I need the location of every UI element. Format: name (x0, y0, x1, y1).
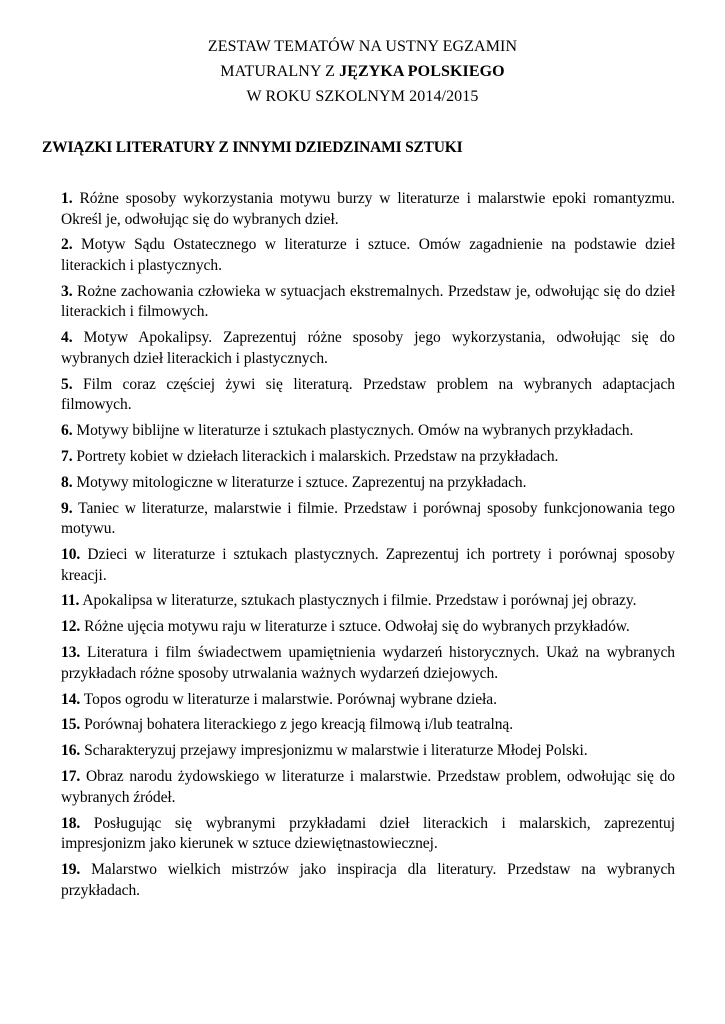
topic-text: Topos ogrodu w literaturze i malarstwie. Porównaj wybrane dzieła. (83, 690, 497, 708)
topic-text: Różne ujęcia motywu raju w literaturze i sztuce. Odwołaj się do wybranych przykładów. (84, 618, 630, 636)
topic-item (61, 189, 675, 230)
topic-number: 7. (61, 447, 73, 465)
topic-item (61, 643, 675, 684)
section-title: ZWIĄZKI LITERATURY Z INNYMI DZIEDZINAMI SZTUKI (42, 139, 463, 156)
topic-number: 4. (61, 329, 73, 347)
header-line-3: W ROKU SZKOLNYM 2014/2015 (246, 88, 479, 105)
topic-text: Malarstwo wielkich mistrzów jako inspiracja dla literatury. Przedstaw na wybranych przykładach. (61, 861, 676, 899)
topic-text: Motywy biblijne w literaturze i sztukach plastycznych. Omów na wybranych przykładach. (76, 421, 634, 439)
topic-item (61, 421, 675, 442)
topic-number: 19. (61, 861, 81, 879)
topic-text: Motyw Apokalipsy. Zaprezentuj różne sposoby jego wykorzystania, odwołując się do wybranych dzieł literackich i plastycznych. (61, 329, 675, 367)
topic-number: 16. (61, 742, 81, 760)
topic-text: Motywy mitologiczne w literaturze i sztuce. Zaprezentuj na przykładach. (76, 473, 527, 491)
topic-text: Rożne zachowania człowieka w sytuacjach ekstremalnych. Przedstaw je, odwołując się do dzieł literackich i filmowych. (61, 282, 676, 321)
topic-text: Scharakteryzuj przejawy impresjonizmu w malarstwie i literaturze Młodej Polski. (84, 742, 588, 760)
topic-number: 13. (61, 644, 81, 662)
topic-item (61, 860, 675, 901)
topic-text: Apokalipsa w literaturze, sztukach plastycznych i filmie. Przedstaw i porównaj jej obrazy. (82, 592, 637, 610)
topic-number: 8. (61, 473, 73, 491)
topic-item (61, 617, 675, 638)
topic-text: Obraz narodu żydowskiego w literaturze i malarstwie. Przedstaw problem, odwołując się do wybranych źródeł. (61, 768, 676, 806)
topic-text: Literatura i film świadectwem upamiętnienia wydarzeń historycznych. Ukaż na wybranych przykładach różne sposoby utrwalania ważnych wydarzeń dziejowych. (61, 644, 675, 682)
topic-number: 1. (61, 190, 73, 207)
topic-item (61, 741, 675, 762)
topic-number: 12. (61, 618, 81, 636)
header-line-2 (0, 59, 725, 84)
topic-item (61, 814, 675, 855)
topic-item (61, 282, 675, 323)
topic-item (61, 447, 675, 468)
topic-number: 5. (61, 375, 73, 393)
topic-text: Film coraz częściej żywi się literaturą. Przedstaw problem na wybranych adaptacjach filmowych. (61, 375, 675, 414)
topic-text: Dzieci w literaturze i sztukach plastycznych. Zaprezentuj ich portrety i porównaj sposoby kreacji. (61, 546, 675, 584)
header-line-1: ZESTAW TEMATÓW NA USTNY EGZAMIN (207, 38, 518, 55)
topic-number: 10. (61, 546, 81, 564)
topic-number: 3. (61, 282, 73, 300)
topic-text: Motyw Sądu Ostatecznego w literaturze i sztuce. Omów zagadnienie na podstawie dzieł literackich i plastycznych. (61, 236, 676, 274)
topic-item (61, 591, 675, 612)
topics-list (61, 189, 675, 906)
topic-text: Porównaj bohatera literackiego z jego kreacją filmową i/lub teatralną. (84, 716, 514, 734)
topic-item (61, 545, 675, 586)
topic-item (61, 499, 675, 540)
topic-number: 17. (61, 768, 81, 786)
topic-text: Różne sposoby wykorzystania motywu burzy w literaturze i malarstwie epoki romantyzmu. Określ je, odwołując się do wybranych dzieł. (61, 190, 676, 228)
header-line-2-bold: JĘZYKA POLSKIEGO (339, 63, 505, 80)
topic-text: Portrety kobiet w dziełach literackich i malarskich. Przedstaw na przykładach. (76, 447, 559, 465)
topic-item (61, 715, 675, 736)
topic-text: Taniec w literaturze, malarstwie i filmie. Przedstaw i porównaj sposoby funkcjonowania tego motywu. (61, 499, 675, 538)
topic-number: 18. (61, 814, 81, 832)
topic-item (61, 328, 675, 369)
topic-number: 15. (61, 716, 81, 734)
topic-item (61, 235, 675, 276)
topic-number: 6. (61, 421, 73, 439)
topic-number: 9. (61, 499, 73, 517)
topic-item (61, 375, 675, 416)
topic-item (61, 767, 675, 808)
topic-number: 11. (61, 592, 80, 610)
topic-number: 2. (61, 236, 73, 254)
header-line-2-prefix: MATURALNY Z (220, 63, 340, 80)
topic-number: 14. (61, 690, 81, 708)
topic-text: Posługując się wybranymi przykładami dzieł literackich i malarskich, zaprezentuj impresjonizm jako kierunek w sztuce dziewiętnastowiecznej. (61, 814, 675, 853)
document-header (0, 34, 725, 109)
topic-item (61, 473, 675, 494)
topic-item (61, 690, 675, 711)
